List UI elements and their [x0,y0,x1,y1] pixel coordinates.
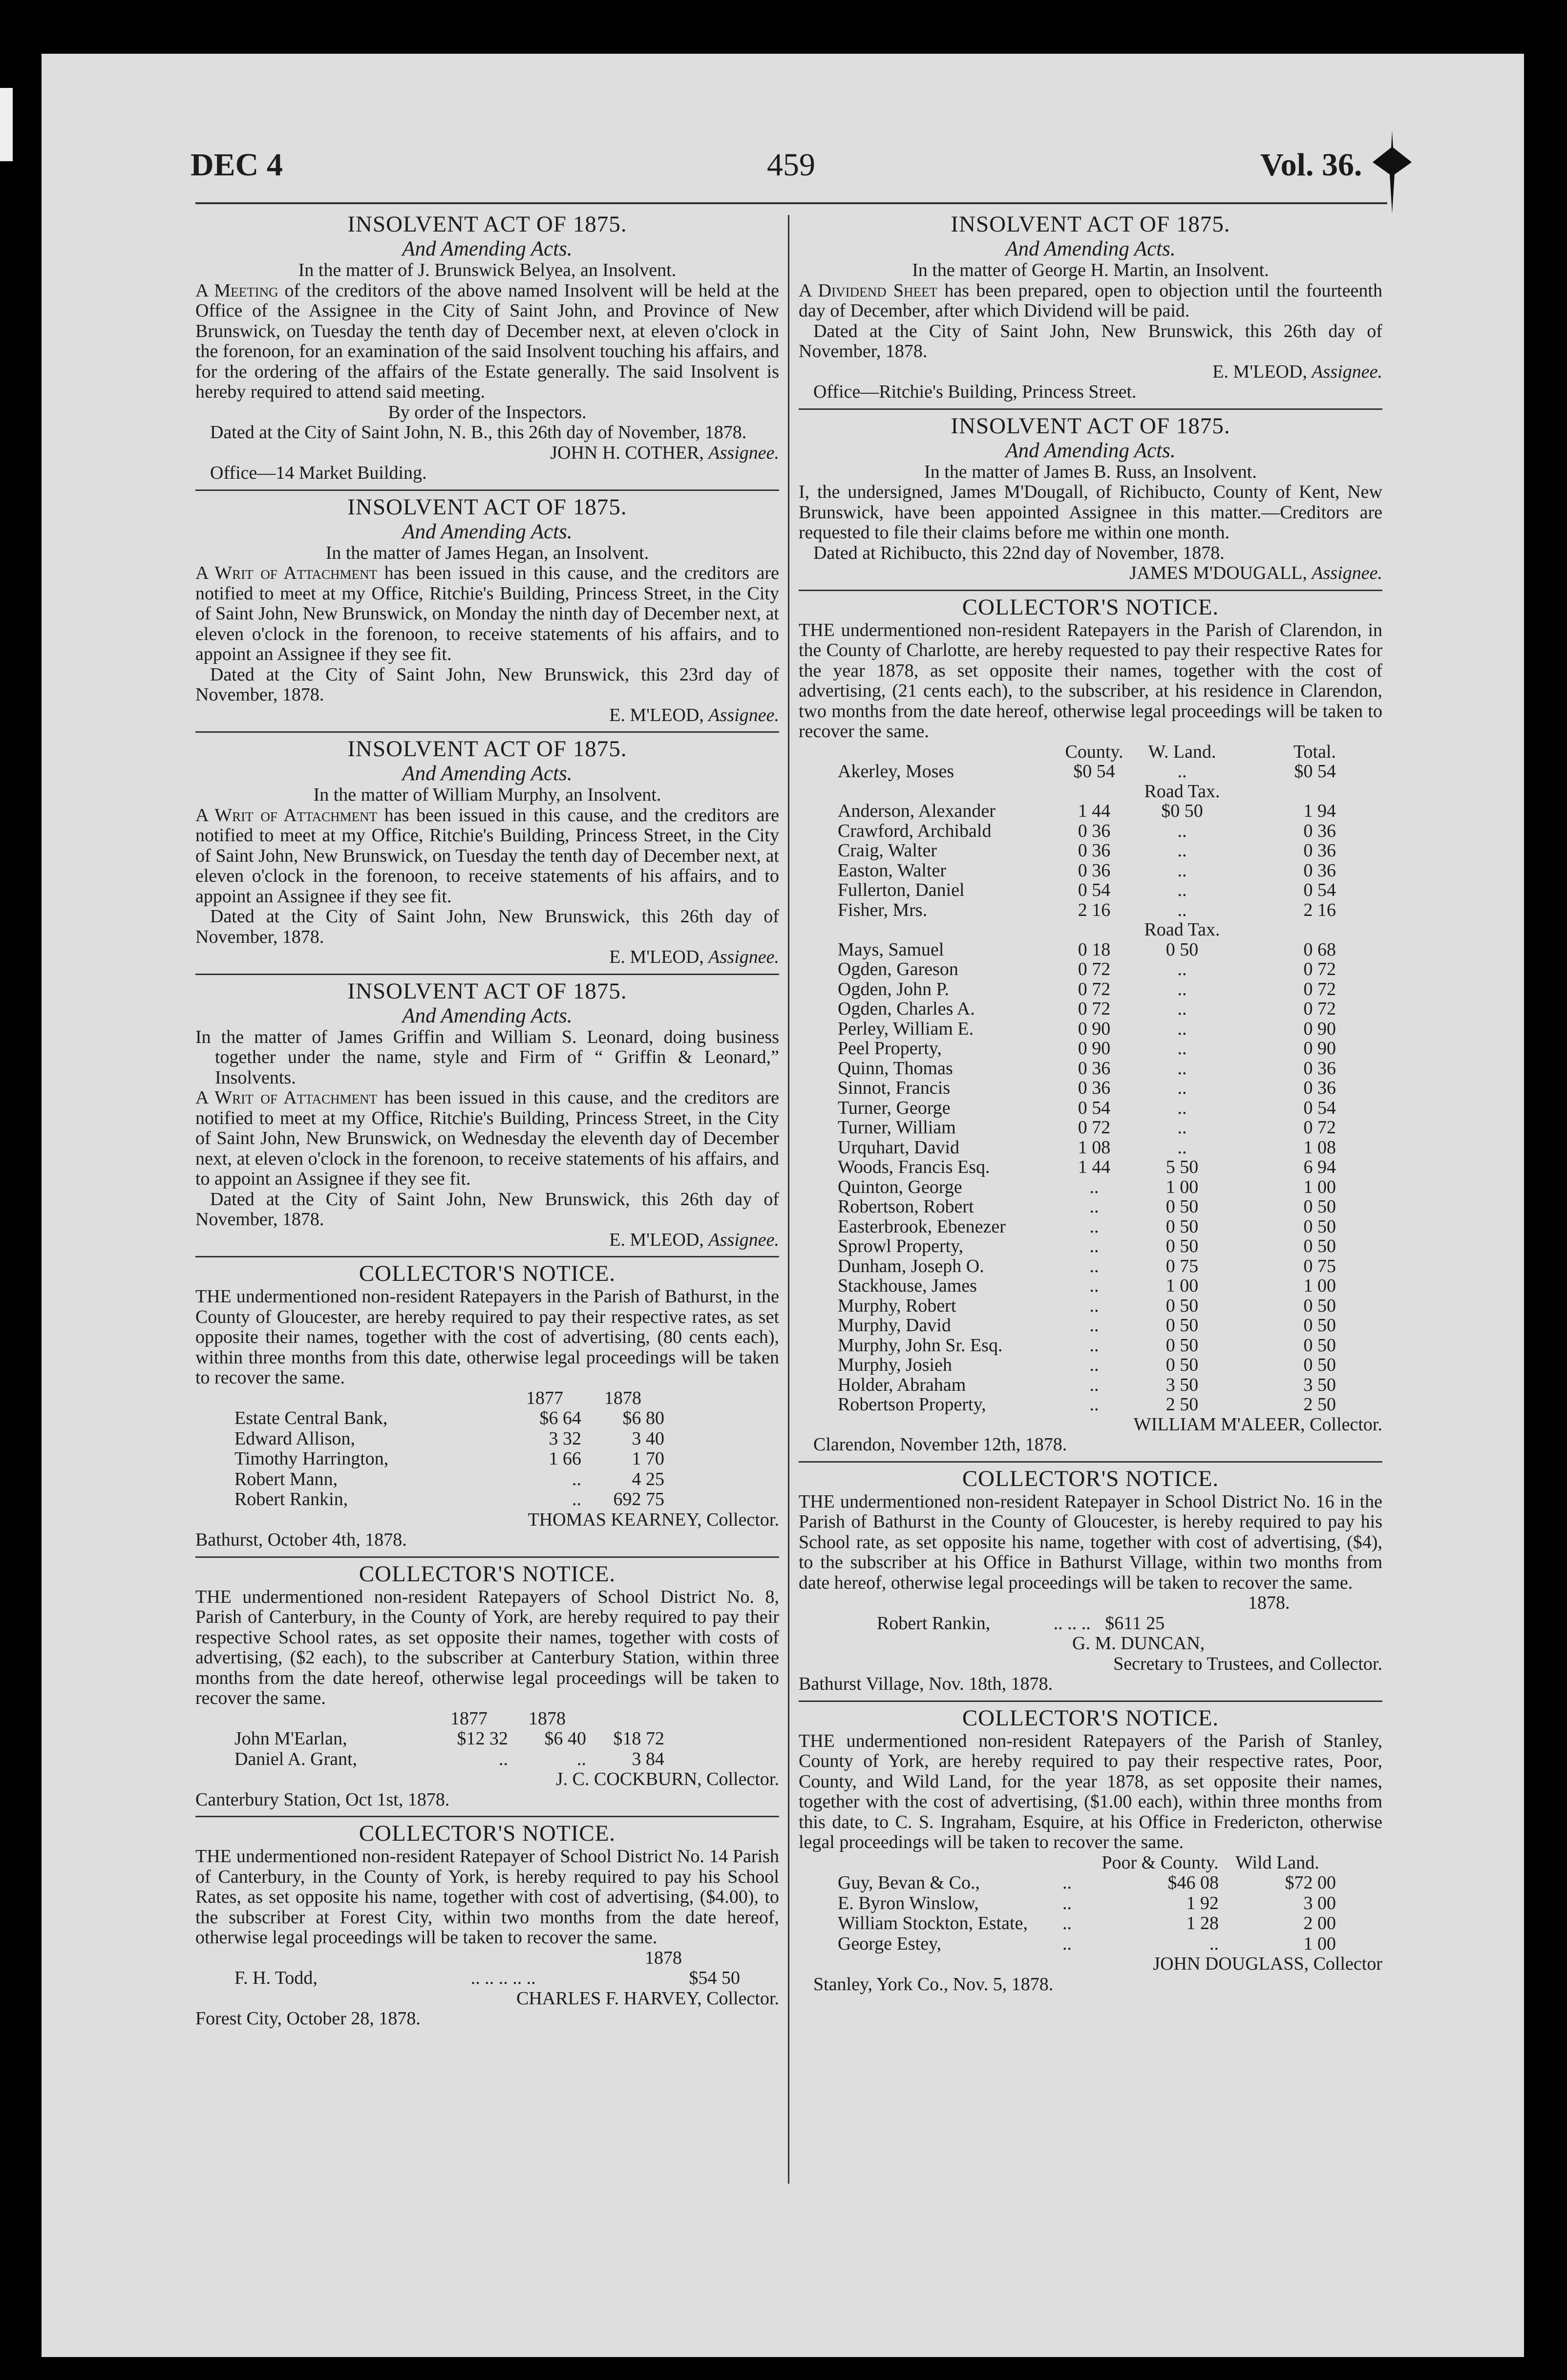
notice-title: INSOLVENT ACT OF 1875. [347,212,627,237]
notice-dated: Dated at the City of Saint John, New Brunswick, this 26th day of November, 1878. [799,320,1382,361]
table-row: Murphy, David .. 0 50 0 50 [838,1315,1336,1336]
signer-name: E. M'LEOD, [1212,361,1307,382]
table-row: E. Byron Winslow, .. 1 92 3 00 [838,1892,1336,1913]
section-rule [799,590,1382,591]
signer-name: JOHN H. COTHER, [550,442,704,463]
table-row: Ogden, John P. 0 72 .. 0 72 [838,978,1336,999]
table-row: Quinton, George .. 1 00 1 00 [838,1176,1336,1197]
signer-name: E. M'LEOD, [609,704,704,725]
notice-body: THE undermentioned non-resident Ratepayers of School District No. 8, Parish of Canterbury, in the County of York, are hereby required to pay their respective School rates, as set opposite their names, together with costs of advertising, ($2 each), to the subscriber at Canterbury Station, within three months from the date hereof, otherwise legal proceedings will be taken to recover the same. [195,1586,779,1708]
notice-title: INSOLVENT ACT OF 1875. [347,494,627,520]
notice-place-date: Bathurst, October 4th, 1878. [195,1530,407,1550]
notice-place-date: Canterbury Station, Oct 1st, 1878. [195,1789,450,1810]
notice-signature: CHARLES F. HARVEY, Collector. [516,1988,779,2009]
table-row: Urquhart, David 1 08 .. 1 08 [838,1137,1336,1158]
table-row: Turner, William 0 72 .. 0 72 [838,1117,1336,1138]
col-header: Total. [1293,741,1336,762]
table-row: F. H. Todd, .. .. .. .. .. $54 50 [234,1968,740,1988]
notice-lead: A Dividend Sheet [799,280,938,301]
notice-matter: In the matter of William Murphy, an Insolvent. [313,785,661,805]
left-column [195,210,779,2033]
year-label: 1878 [645,1947,682,1968]
table-row: Murphy, Josieh .. 0 50 0 50 [838,1355,1336,1375]
notice-dated: Dated at Richibucto, this 22nd day of November, 1878. [813,542,1225,563]
notice-subtitle: And Amending Acts. [402,1004,572,1027]
notice-office: Office—14 Market Building. [210,463,427,483]
table-row: Sinnot, Francis 0 36 .. 0 36 [838,1078,1336,1098]
table-row: Dunham, Joseph O. .. 0 75 0 75 [838,1255,1336,1276]
table-row: Ogden, Charles A. 0 72 .. 0 72 [838,999,1336,1019]
signer-name: E. M'LEOD, [609,1229,704,1250]
notice-signature [195,705,779,726]
notice-signature [799,563,1382,584]
table-row: Edward Allison, 3 32 3 40 [234,1428,664,1449]
table-row: Robert Mann, .. 4 25 [234,1468,664,1489]
notice-body: THE undermentioned non-resident Ratepayers of the Parish of Stanley, County of York, are hereby required to pay their respective rates, Poor, County, and Wild Land, for the year 1878, as set opposite their names, together with the cost of advertising, ($1.00 each), within three months from this date, to C. S. Ingraham, Esquire, at his Office in Fredericton, otherwise legal proceedings will be taken to recover the same. [799,1730,1382,1852]
road-tax-subheader: Road Tax. [1144,781,1220,802]
signer-role: Secretary to Trustees, and Collector. [1113,1653,1382,1674]
rates-table [838,742,1336,1415]
notice-body: has been issued in this cause, and the creditors are notified to meet at my Office, Ritchie's Building, Princess Street, in the City of Saint John, New Brunswick, on Monday the ninth day of December next, at eleven o'clock in the forenoon, to receive statements of his affairs, and to appoint an Assignee if they see fit. [195,563,780,664]
section-rule [799,1700,1382,1702]
notice-bathurst-school-16 [799,1466,1382,1699]
notice-signature: JOHN DOUGLASS, Collector [1153,1954,1382,1974]
notice-body: THE undermentioned non-resident Ratepayer in School District No. 16 in the Parish of Bathurst in the County of Gloucester, is hereby required to pay his School rate, as set opposite his name, together with cost of advertising, ($4), to the subscriber at his Office in Bathurst Village, within two months from date hereof, otherwise legal proceedings will be taken to recover the same. [799,1491,1382,1593]
table-row: Guy, Bevan & Co., .. $46 08 $72 00 [838,1872,1336,1893]
section-rule [799,1461,1382,1463]
col-header: Poor & County. [1101,1852,1219,1873]
notice-signature: THOMAS KEARNEY, Collector. [528,1509,779,1530]
col-header: 1877 [526,1387,563,1408]
section-rule [195,731,779,733]
rates-table: 1877 1878 John M'Earlan, $12 32 $6 40 $18 72 Daniel A. Grant, .. .. 3 84 [234,1708,664,1769]
notice-body: THE undermentioned non-resident Ratepayers in the Parish of Bathurst, in the County of Gloucester, are hereby required to pay their respective rates, as set opposite their names, together with the cost of advertising, (80 cents each), within three months from this date, otherwise legal proceedings will be taken to recover the same. [195,1286,779,1388]
notice-signature: J. C. COCKBURN, Collector. [555,1769,779,1789]
table-row: George Estey, .. .. 1 00 [838,1933,1336,1954]
header-date: DEC 4 [191,147,283,183]
section-rule [195,1256,779,1257]
signer-role: Assignee. [708,442,779,463]
table-row: Holder, Abraham .. 3 50 3 50 [838,1374,1336,1395]
col-header: County. [1065,741,1123,762]
notice-place-date: Clarendon, November 12th, 1878. [813,1434,1067,1455]
table-row: John M'Earlan, $12 32 $6 40 $18 72 [234,1728,664,1749]
section-rule [195,489,779,491]
notice-title: COLLECTOR'S NOTICE. [359,1561,616,1587]
notice-stanley-collector [799,1705,1382,1999]
table-row: Robert Rankin, .. 692 75 [234,1489,664,1509]
notice-place-date: Forest City, October 28, 1878. [195,2008,421,2029]
table-row: Sprowl Property, .. 0 50 0 50 [838,1236,1336,1256]
col-header: W. Land. [1148,741,1216,762]
col-header: Wild Land. [1235,1852,1319,1873]
signer-name: JAMES M'DOUGALL, [1129,563,1307,583]
table-row: Woods, Francis Esq. 1 44 5 50 6 94 [838,1157,1336,1177]
table-row: William Stockton, Estate, .. 1 28 2 00 [838,1913,1336,1934]
notice-body: has been issued in this cause, and the creditors are notified to meet at my Office, Ritchie's Building, Princess Street, in the City of Saint John, New Brunswick, on Wednesday the eleventh day of December next, at eleven o'clock in the forenoon, to receive statements of his affairs, and to appoint an Assignee if they see fit. [195,1087,780,1189]
notice-body: has been prepared, open to objection until the fourteenth day of December, after which Dividend will be paid. [799,280,1382,321]
table-row: Peel Property, 0 90 .. 0 90 [838,1038,1336,1059]
signer-name: E. M'LEOD, [609,947,704,967]
col-header: 1878 [604,1387,641,1408]
notice-lead: A Writ of Attachment [195,563,378,583]
signer-role: Assignee. [1312,563,1382,583]
section-rule [195,1556,779,1558]
notice-canterbury-14 [195,1820,779,2033]
year-label: 1878. [1248,1593,1290,1613]
table-row: Akerley, Moses $0 54 .. $0 54 [838,761,1336,782]
notice-place-date: Bathurst Village, Nov. 18th, 1878. [799,1674,1053,1694]
notice-subtitle: And Amending Acts. [402,762,572,785]
notice-belyea [195,211,779,488]
notice-signature [195,947,779,968]
notice-martin [799,211,1382,406]
notice-signature: WILLIAM M'ALEER, Collector. [1133,1414,1382,1435]
notice-dated: Dated at the City of Saint John, N. B., this 26th day of November, 1878. [210,422,747,443]
notice-order: By order of the Inspectors. [388,402,587,423]
notice-russ [799,413,1382,588]
header-page-number: 459 [767,147,815,183]
table-row: Murphy, John Sr. Esq. .. 0 50 0 50 [838,1335,1336,1356]
table-row: Ogden, Gareson 0 72 .. 0 72 [838,959,1336,979]
notice-office: Office—Ritchie's Building, Princess Street. [813,382,1137,402]
road-tax-subheader: Road Tax. [1144,919,1220,940]
notice-body: THE undermentioned non-resident Ratepayers in the Parish of Clarendon, in the County of Charlotte, are hereby requested to pay their respective Rates for the year 1878, as set opposite their names, together with the cost of advertising, (21 cents each), to the subscriber, at his residence in Clarendon, two months from the date hereof, otherwise legal proceedings will be taken to recover the same. [799,619,1382,742]
section-rule [799,408,1382,410]
notice-matter: In the matter of James Hegan, an Insolvent. [325,542,649,563]
notice-body: I, the undersigned, James M'Dougall, of Richibucto, County of Kent, New Brunswick, have been appointed Assignee in this matter.—Creditors are requested to file their claims before me within one month. [799,482,1382,543]
table-row: Robertson, Robert .. 0 50 0 50 [838,1196,1336,1217]
table-row: Craig, Walter 0 36 .. 0 36 [838,840,1336,861]
table-row: Turner, George 0 54 .. 0 54 [838,1097,1336,1118]
notice-matter: In the matter of J. Brunswick Belyea, an Insolvent. [298,260,677,280]
signer-role: Assignee. [708,947,779,967]
notice-hegan [195,494,779,730]
rates-table [234,1388,664,1510]
table-row: Anderson, Alexander 1 44 $0 50 1 94 [838,801,1336,821]
table-row: Quinn, Thomas 0 36 .. 0 36 [838,1058,1336,1079]
signer-role: Assignee. [708,704,779,725]
table-row: Robertson Property, .. 2 50 2 50 [838,1394,1336,1415]
notice-dated: Dated at the City of Saint John, New Brunswick, this 23rd day of November, 1878. [195,664,779,705]
rates-table [838,1853,1336,1955]
notice-body: THE undermentioned non-resident Ratepayer of School District No. 14 Parish of Canterbury, in the County of York, is hereby required to pay his School Rates, as set opposite his name, together with cost of advertising, ($4.00), to the subscriber at Forest City, within two months from the date hereof, otherwise legal proceedings will be taken to recover the same. [195,1846,779,1948]
scan-edge-mark [0,88,13,161]
notice-lead: A Writ of Attachment [195,805,378,826]
notice-title: COLLECTOR'S NOTICE. [359,1261,616,1286]
notice-murphy [195,736,779,972]
notice-clarendon-collector [799,594,1382,1459]
notice-subtitle: And Amending Acts. [1005,237,1176,260]
table-row: Murphy, Robert .. 0 50 0 50 [838,1295,1336,1316]
table-row: Mays, Samuel 0 18 0 50 0 68 [838,939,1336,960]
table-row: Stackhouse, James .. 1 00 1 00 [838,1275,1336,1296]
notice-canterbury-8 [195,1561,779,1814]
table-row: Crawford, Archibald 0 36 .. 0 36 [838,820,1336,841]
notice-title: INSOLVENT ACT OF 1875. [951,413,1230,439]
table-row: Timothy Harrington, 1 66 1 70 [234,1448,664,1469]
notice-title: COLLECTOR'S NOTICE. [962,1705,1219,1731]
section-rule [195,974,779,975]
notice-matter: In the matter of James Griffin and William S. Leonard, doing business together under the name, style and Firm of “ Griffin & Leonard,” Insolvents. [195,1026,779,1088]
header-rule [195,202,1387,204]
notice-matter: In the matter of James B. Russ, an Insolvent. [924,461,1257,482]
header-volume: Vol. 36. [1260,147,1362,183]
signer-role: Assignee. [1312,361,1382,382]
notice-signature [799,362,1382,382]
notice-lead: A Meeting [195,280,278,301]
notice-title: COLLECTOR'S NOTICE. [962,594,1219,620]
table-row: Perley, William E. 0 90 .. 0 90 [838,1018,1336,1039]
table-row: Robert Rankin, .. .. .. $611 25 [877,1613,1165,1634]
signer-name: G. M. DUNCAN, [1072,1633,1205,1654]
notice-body: of the creditors of the above named Insolvent will be held at the Office of the Assignee in the City of Saint John, and Province of New Brunswick, on Tuesday the tenth day of December next, at eleven o'clock in the forenoon, for an examination of the said Insolvent touching his affairs, and for the ordering of the affairs of the Estate generally. The said Insolvent is hereby required to attend said meeting. [195,280,779,402]
notice-lead: A Writ of Attachment [195,1087,378,1108]
notice-dated: Dated at the City of Saint John, New Brunswick, this 26th day of November, 1878. [195,906,779,947]
table-row: Easterbrook, Ebenezer .. 0 50 0 50 [838,1216,1336,1237]
notice-place-date: Stanley, York Co., Nov. 5, 1878. [813,1974,1054,1995]
table-row: Fisher, Mrs. 2 16 .. 2 16 [838,899,1336,920]
notice-subtitle: And Amending Acts. [402,237,572,260]
notice-title: INSOLVENT ACT OF 1875. [347,978,627,1004]
table-row: Daniel A. Grant, .. .. 3 84 [234,1748,664,1769]
notice-subtitle: And Amending Acts. [1005,439,1176,462]
notice-title: COLLECTOR'S NOTICE. [962,1466,1219,1491]
notice-subtitle: And Amending Acts. [402,520,572,543]
table-row: Easton, Walter 0 36 .. 0 36 [838,860,1336,881]
section-rule [195,1816,779,1817]
notice-signature [195,1230,779,1251]
notice-signature [195,443,779,464]
column-divider [788,215,789,2184]
notice-title: INSOLVENT ACT OF 1875. [951,212,1230,237]
signer-role: Assignee. [708,1229,779,1250]
notice-matter: In the matter of George H. Martin, an Insolvent. [912,260,1269,280]
notice-title: INSOLVENT ACT OF 1875. [347,736,627,762]
notice-dated: Dated at the City of Saint John, New Brunswick, this 26th day of November, 1878. [195,1189,779,1230]
table-row: Fullerton, Daniel 0 54 .. 0 54 [838,880,1336,900]
right-column [799,210,1382,1998]
notice-bathurst-collector [195,1260,779,1554]
notice-body: has been issued in this cause, and the creditors are notified to meet at my Office, Ritchie's Building, Princess Street, in the City of Saint John, New Brunswick, on Tuesday the tenth day of December next, at eleven o'clock in the forenoon, to receive statements of his affairs, and to appoint an Assignee if they see fit. [195,805,780,907]
table-row: Estate Central Bank, $6 64 $6 80 [234,1408,664,1428]
notice-griffin-leonard [195,978,779,1254]
notice-title: COLLECTOR'S NOTICE. [359,1821,616,1846]
